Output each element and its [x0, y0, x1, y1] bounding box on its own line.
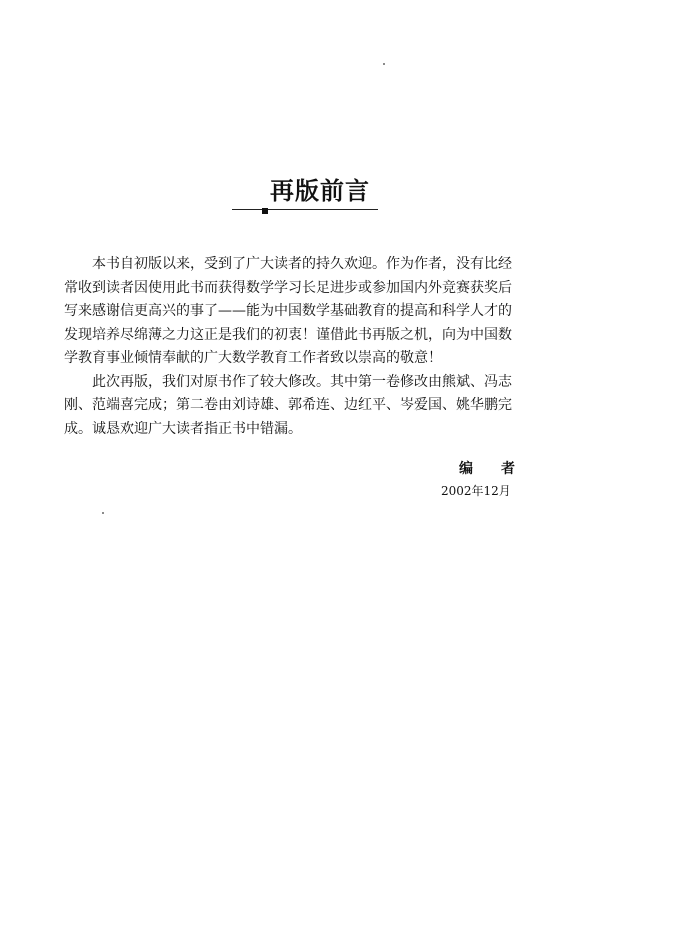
signature: 编者: [459, 461, 543, 477]
paragraph-1-line-3: 写来感谢信更高兴的事了——能为中国数学基础教育的提高和科学人才的: [64, 303, 512, 319]
paragraph-1-line-1: 本书自初版以来，受到了广大读者的持久欢迎。作为作者，没有比经: [92, 256, 512, 272]
scan-speck: [102, 512, 104, 514]
title-underline: [232, 209, 378, 210]
page-title: 再版前言: [270, 176, 370, 205]
date: 2002年12月: [441, 484, 511, 498]
paragraph-2-line-2: 刚、范端喜完成；第二卷由刘诗雄、郭希连、边红平、岑爱国、姚华鹏完: [64, 397, 512, 413]
paragraph-1-line-4: 发现培养尽绵薄之力这正是我们的初衷！谨借此书再版之机，向为中国数: [64, 326, 512, 343]
scan-speck: [383, 63, 385, 65]
paragraph-2-line-3: 成。诚恳欢迎广大读者指正书中错漏。: [64, 420, 302, 437]
paragraph-2-line-1: 此次再版，我们对原书作了较大修改。其中第一卷修改由熊斌、冯志: [92, 373, 512, 390]
paragraph-1-line-5: 学教育事业倾情奉献的广大数学教育工作者致以崇高的敬意！: [64, 350, 442, 366]
title-marker-square: [262, 208, 268, 214]
page-title-block: [232, 176, 378, 216]
paragraph-1-line-2: 常收到读者因使用此书而获得数学学习长足进步或参加国内外竞赛获奖后: [64, 279, 512, 296]
preface-body: [64, 253, 544, 441]
